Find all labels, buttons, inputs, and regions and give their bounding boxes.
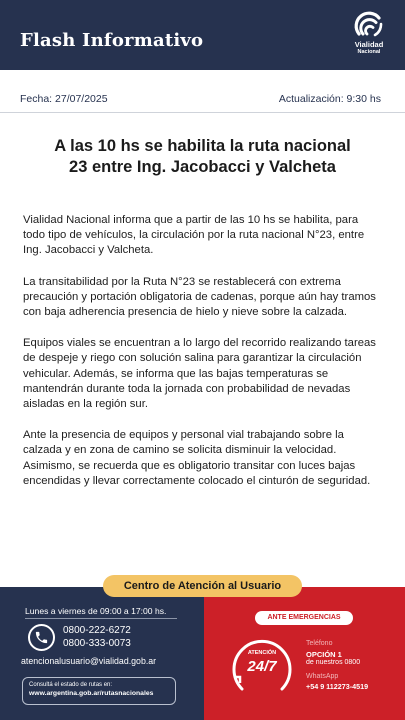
divider	[0, 112, 405, 113]
phone-icon	[28, 624, 55, 651]
publish-date: Fecha: 27/07/2025	[20, 93, 108, 105]
phone-number-1[interactable]: 0800-222-6272	[63, 625, 131, 636]
paragraph: Equipos viales se encuentran a lo largo del recorrido realizando tareas de despeje y riego con solución salina para garantizar la circulación vehicular. Además, se informa que las bajas temperaturas se mantendrán durante toda la jornada con probabilidad de nevadas aisladas en la región sur.	[23, 337, 376, 411]
attention-label: ATENCIÓN	[247, 650, 277, 656]
divider	[25, 618, 177, 619]
route-status-label: Consultá el estado de rutas en:	[29, 682, 113, 688]
service-hours: Lunes a viernes de 09:00 a 17:00 hs.	[25, 606, 167, 616]
customer-service-badge: Centro de Atención al Usuario	[103, 575, 302, 597]
logo-text-line1: Vialidad	[354, 40, 384, 49]
contact-email[interactable]: atencionalusuario@vialidad.gob.ar	[21, 656, 157, 666]
article-body	[23, 213, 383, 505]
headline-line2: 23 entre Ing. Jacobacci y Valcheta	[69, 158, 336, 176]
headline	[25, 136, 380, 178]
paragraph: Vialidad Nacional informa que a partir de las 10 hs se habilita, para todo tipo de vehículos, la circulación por la ruta nacional N°23, entre Ing. Jacobacci y Valcheta.	[23, 214, 365, 257]
route-status-url[interactable]: www.argentina.gob.ar/rutasnacionales	[29, 690, 154, 697]
route-status-link[interactable]	[22, 677, 176, 705]
phone-option-detail: de nuestros 0800	[306, 659, 361, 666]
page-title: Flash Informativo	[20, 30, 204, 51]
vialidad-logo-icon	[347, 10, 391, 62]
whatsapp-number[interactable]: +54 9 112273-4519	[306, 682, 369, 691]
emergency-badge: ANTE EMERGENCIAS	[255, 611, 353, 625]
whatsapp-label: WhatsApp	[306, 673, 339, 680]
update-time: Actualización: 9:30 hs	[278, 93, 381, 105]
phone-label: Teléfono	[306, 640, 333, 647]
paragraph: Ante la presencia de equipos y personal vial trabajando sobre la calzada y en zona de camino se solicita disminuir la velocidad. Asimismo, se recuerda que es obligatorio transitar con luces bajas encendidas y llevar correctamente colocado el cinturón de seguridad.	[23, 429, 371, 487]
header-bar	[0, 0, 405, 70]
phone-number-2[interactable]: 0800-333-0073	[63, 638, 131, 649]
phone-option: OPCIÓN 1	[306, 650, 342, 659]
attention-hours: 24/7	[247, 658, 277, 675]
logo-text-line2: Nacional	[357, 49, 381, 55]
headline-line1: A las 10 hs se habilita la ruta nacional	[54, 137, 351, 155]
paragraph: La transitabilidad por la Ruta N°23 se restablecerá con extrema precaución y portación obligatoria de cadenas, porque aún hay tramos con baja adherencia presencia de hielo y nieve sobre la calzada.	[23, 275, 376, 319]
